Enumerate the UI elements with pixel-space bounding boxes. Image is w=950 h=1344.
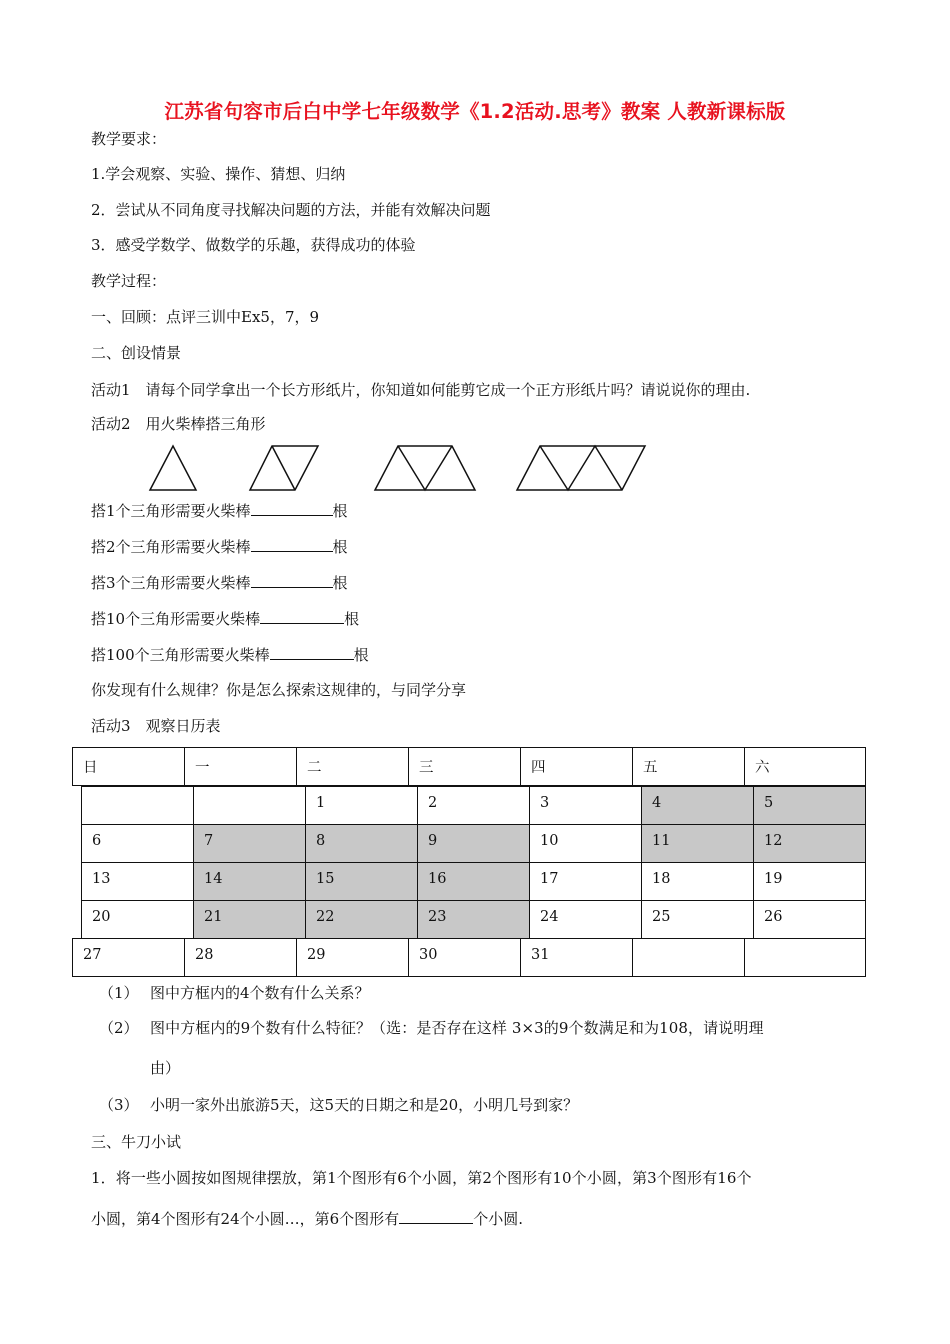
calendar-header-cell: 五 — [632, 747, 745, 786]
calendar-day-cell: 25 — [641, 900, 754, 939]
triangle-figure-2 — [250, 446, 318, 490]
calendar-day-cell — [632, 938, 745, 977]
activity-1: 活动1 请每个同学拿出一个长方形纸片，你知道如何能剪它成一个正方形纸片吗？请说说你的理由. — [91, 381, 751, 399]
answer-blank[interactable] — [270, 644, 354, 660]
calendar-header-cell: 四 — [520, 747, 633, 786]
calendar-day-cell: 20 — [81, 900, 194, 939]
calendar-day-cell: 30 — [408, 938, 521, 977]
calendar-day-cell-highlighted: 21 — [193, 900, 306, 939]
calendar-day-cell-highlighted: 16 — [417, 862, 530, 901]
requirement-item: 2．尝试从不同角度寻找解决问题的方法，并能有效解决问题 — [91, 201, 491, 219]
match-question-2: 搭2个三角形需要火柴棒 根 — [91, 538, 348, 556]
calendar-day-cell: 1 — [305, 786, 418, 825]
question-number: （3） — [99, 1096, 139, 1114]
calendar-day-cell-highlighted: 12 — [753, 824, 866, 863]
calendar-day-cell: 26 — [753, 900, 866, 939]
question-text: 图中方框内的9个数有什么特征？（选：是否存在这样 3×3的9个数满足和为108，请说明理 — [150, 1019, 764, 1037]
calendar-week-row — [82, 787, 866, 825]
calendar-day-cell-highlighted: 22 — [305, 900, 418, 939]
match-question-5: 搭100个三角形需要火柴棒 根 — [91, 646, 369, 664]
calendar-day-cell: 10 — [529, 824, 642, 863]
review-line: 一、回顾：点评三训中Ex5，7，9 — [91, 308, 320, 326]
calendar-day-cell-highlighted: 7 — [193, 824, 306, 863]
calendar-week-row — [82, 901, 866, 939]
requirement-item: 3．感受学数学、做数学的乐趣，获得成功的体验 — [91, 236, 416, 254]
calendar-day-cell: 29 — [296, 938, 409, 977]
calendar-day-cell: 28 — [184, 938, 297, 977]
calendar-day-cell — [81, 786, 194, 825]
calendar-day-cell: 27 — [72, 938, 185, 977]
answer-blank[interactable] — [251, 572, 333, 588]
calendar-day-cell: 2 — [417, 786, 530, 825]
practice-1-line-1: 1．将一些小圆按如图规律摆放，第1个图形有6个小圆，第2个图形有10个小圆，第3个图形有16个 — [91, 1169, 752, 1187]
calendar-header-cell: 三 — [408, 747, 521, 786]
triangle-figure-1 — [150, 446, 196, 490]
calendar-day-cell: 19 — [753, 862, 866, 901]
scenario-heading: 二、创设情景 — [91, 344, 182, 362]
calendar-header-row — [73, 748, 866, 786]
calendar-day-cell: 17 — [529, 862, 642, 901]
answer-blank[interactable] — [260, 608, 344, 624]
activity-3: 活动3 观察日历表 — [91, 717, 221, 735]
activity-2: 活动2 用火柴棒搭三角形 — [91, 415, 266, 433]
calendar-day-cell: 31 — [520, 938, 633, 977]
calendar-day-cell-highlighted: 8 — [305, 824, 418, 863]
match-question-3: 搭3个三角形需要火柴棒 根 — [91, 574, 348, 592]
calendar-header-cell: 二 — [296, 747, 409, 786]
requirement-item: 1.学会观察、实验、操作、猜想、归纳 — [91, 165, 346, 183]
calendar-day-cell: 13 — [81, 862, 194, 901]
calendar-day-cell-highlighted: 9 — [417, 824, 530, 863]
question-text: 小明一家外出旅游5天，这5天的日期之和是20，小明几号到家？ — [150, 1096, 579, 1114]
calendar-week-row — [82, 825, 866, 863]
discover-line: 你发现有什么规律？你是怎么探索这规律的，与同学分享 — [91, 681, 467, 699]
calendar-header-cell: 日 — [72, 747, 185, 786]
calendar-week-row — [73, 939, 866, 977]
calendar-week-row — [82, 863, 866, 901]
calendar-day-cell: 3 — [529, 786, 642, 825]
answer-blank[interactable] — [251, 500, 333, 516]
match-question-4: 搭10个三角形需要火柴棒 根 — [91, 610, 360, 628]
question-number: （1） — [99, 984, 139, 1002]
document-title: 江苏省句容市后白中学七年级数学《1.2活动.思考》教案 人教新课标版 — [164, 100, 786, 123]
matchstick-triangles-figure — [140, 442, 650, 494]
calendar-day-cell-highlighted: 14 — [193, 862, 306, 901]
calendar-day-cell-highlighted: 5 — [753, 786, 866, 825]
answer-blank[interactable] — [399, 1208, 473, 1224]
question-number: （2） — [99, 1019, 139, 1037]
calendar-day-cell — [193, 786, 306, 825]
practice-1-line-2: 小圆，第4个图形有24个小圆…，第6个图形有 个小圆. — [91, 1210, 523, 1228]
calendar-day-cell: 18 — [641, 862, 754, 901]
answer-blank[interactable] — [251, 536, 333, 552]
question-text: 图中方框内的4个数有什么关系？ — [150, 984, 370, 1002]
calendar-day-cell: 24 — [529, 900, 642, 939]
triangle-figure-3 — [375, 446, 475, 490]
match-question-1: 搭1个三角形需要火柴棒 根 — [91, 502, 348, 520]
calendar-day-cell-highlighted: 15 — [305, 862, 418, 901]
calendar-day-cell: 6 — [81, 824, 194, 863]
question-text-continued: 由） — [150, 1059, 181, 1077]
practice-heading: 三、牛刀小试 — [91, 1133, 182, 1151]
process-heading: 教学过程： — [91, 272, 167, 290]
calendar-header-cell: 六 — [744, 747, 866, 786]
calendar-day-cell-highlighted: 4 — [641, 786, 754, 825]
calendar-header-cell: 一 — [184, 747, 297, 786]
requirements-heading: 教学要求： — [91, 130, 167, 148]
triangle-figure-4 — [517, 446, 645, 490]
calendar-day-cell-highlighted: 23 — [417, 900, 530, 939]
calendar-day-cell — [744, 938, 866, 977]
calendar-day-cell-highlighted: 11 — [641, 824, 754, 863]
